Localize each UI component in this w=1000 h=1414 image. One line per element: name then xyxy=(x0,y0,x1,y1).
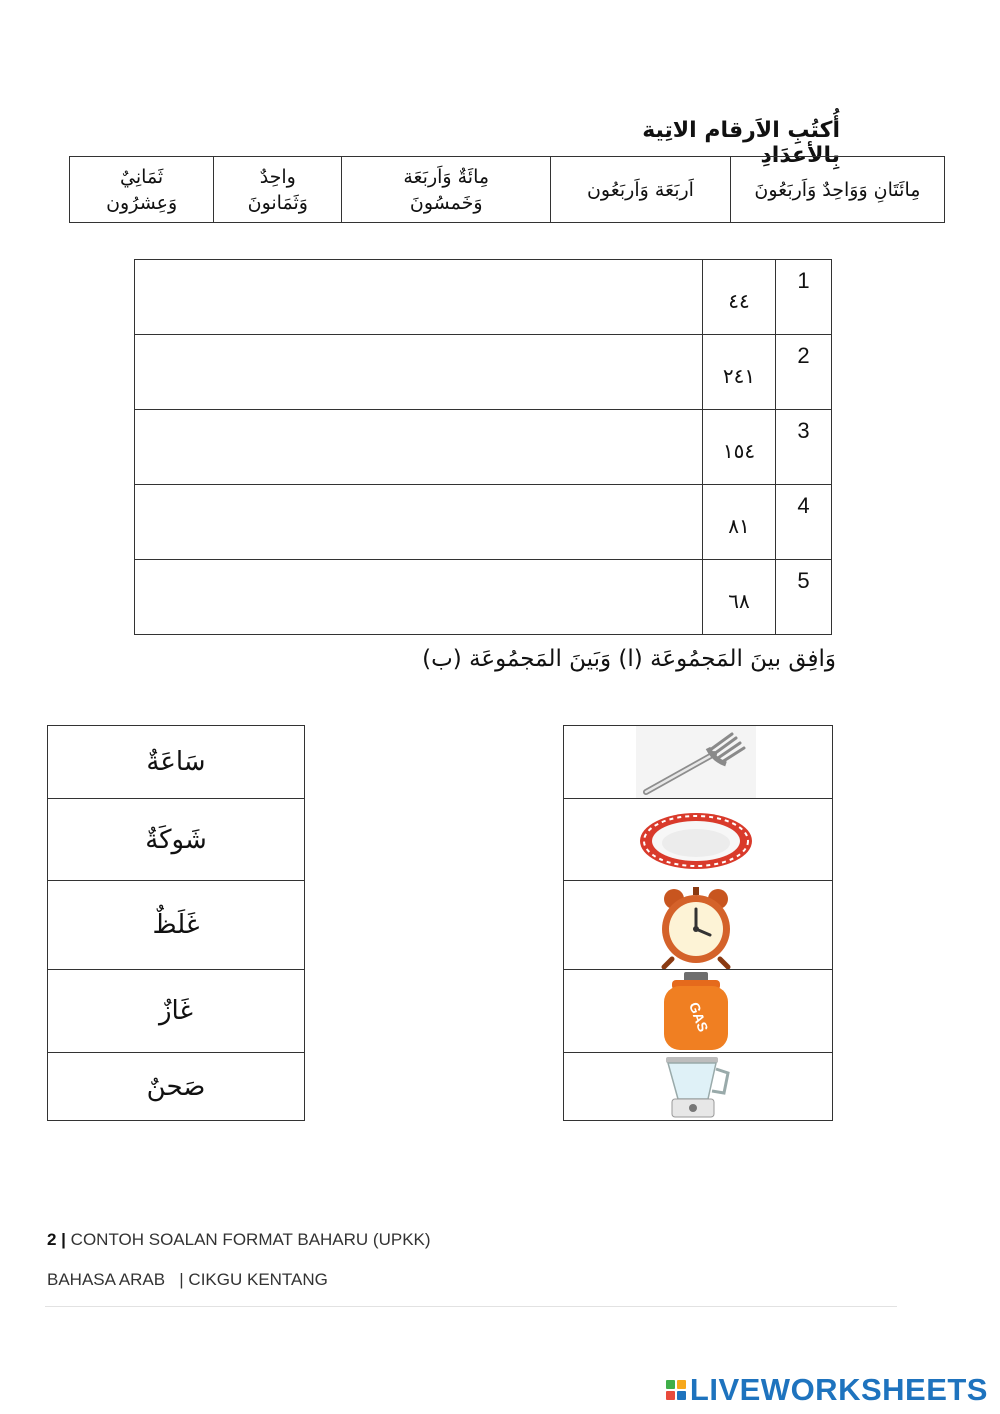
words-column xyxy=(47,725,305,1121)
arabic-number: ٨١ xyxy=(703,485,776,560)
liveworksheets-logo xyxy=(666,1372,988,1408)
row-index: 4 xyxy=(776,485,832,560)
footer-line-1 xyxy=(47,1230,431,1250)
row-index: 2 xyxy=(776,335,832,410)
row-index: 3 xyxy=(776,410,832,485)
arabic-number: ٢٤١ xyxy=(703,335,776,410)
answer-field[interactable] xyxy=(135,560,703,635)
word-bank-line: وَخَمسُونَ xyxy=(409,191,483,214)
match-picture-cell[interactable] xyxy=(564,799,833,881)
alarm-clock-icon xyxy=(636,881,756,969)
answer-field[interactable] xyxy=(135,335,703,410)
answer-field[interactable] xyxy=(135,410,703,485)
exercise-2-title: وَافِق بينَ المَجمُوعَة (ا) وَبَينَ المَجمُوعَة (ب) xyxy=(422,646,836,672)
exercise-1-title: أُكتُبِ الاَرقام الاتِية بِالأعدَادِ xyxy=(642,118,840,168)
arabic-number: ٦٨ xyxy=(703,560,776,635)
table-row xyxy=(135,560,832,635)
logo-text: LIVEWORKSHEETS xyxy=(689,1372,988,1407)
pictures-column xyxy=(563,725,833,1121)
table-row xyxy=(135,335,832,410)
match-picture-cell[interactable] xyxy=(564,970,833,1053)
page-number: 2 | xyxy=(47,1230,66,1249)
word-bank-line: واحِدٌ xyxy=(259,165,296,188)
match-word[interactable]: غَازٌ xyxy=(48,970,305,1053)
answer-field[interactable] xyxy=(135,485,703,560)
plate-icon xyxy=(636,799,756,880)
table-row xyxy=(135,260,832,335)
word-bank-line: وَعِشرُون xyxy=(106,191,178,214)
word-bank-item xyxy=(70,157,214,223)
match-picture-cell[interactable] xyxy=(564,726,833,799)
match-word[interactable]: غَلَظٌ xyxy=(48,881,305,970)
logo-mark-icon xyxy=(666,1380,686,1400)
match-word[interactable]: صَحنٌ xyxy=(48,1053,305,1121)
footer-divider xyxy=(45,1306,897,1307)
row-index: 5 xyxy=(776,560,832,635)
blender-icon xyxy=(636,1053,756,1120)
numbers-table xyxy=(134,259,832,635)
word-bank-line: ثَمَانِيٌ xyxy=(120,165,164,188)
answer-field[interactable] xyxy=(135,260,703,335)
gas-cylinder-icon xyxy=(636,970,756,1052)
match-word[interactable]: سَاعَةٌ xyxy=(48,726,305,799)
word-bank-item xyxy=(551,157,731,223)
word-bank xyxy=(69,156,945,223)
footer-title: CONTOH SOALAN FORMAT BAHARU (UPKK) xyxy=(65,1230,431,1249)
match-picture-cell[interactable] xyxy=(564,881,833,970)
footer-line-2: BAHASA ARAB | CIKGU KENTANG xyxy=(47,1270,328,1289)
arabic-number: ١٥٤ xyxy=(703,410,776,485)
word-bank-item xyxy=(342,157,551,223)
arabic-number: ٤٤ xyxy=(703,260,776,335)
word-bank-line: مِائَتَانِ وَوَاحِدٌ وَاَربَعُونَ xyxy=(754,178,921,201)
word-bank-line: مِائَةٌ وَاَربَعَة xyxy=(403,165,490,188)
word-bank-item xyxy=(214,157,342,223)
word-bank-line: اَربَعَة وَاَربَعُون xyxy=(586,178,694,201)
table-row xyxy=(135,485,832,560)
match-word[interactable]: شَوكَةٌ xyxy=(48,799,305,881)
word-bank-item xyxy=(730,157,944,223)
match-picture-cell[interactable] xyxy=(564,1053,833,1121)
fork-icon xyxy=(636,726,756,798)
table-row xyxy=(135,410,832,485)
word-bank-line: وَثَمَانونَ xyxy=(247,191,308,214)
row-index: 1 xyxy=(776,260,832,335)
gas-label: GAS xyxy=(686,999,712,1034)
